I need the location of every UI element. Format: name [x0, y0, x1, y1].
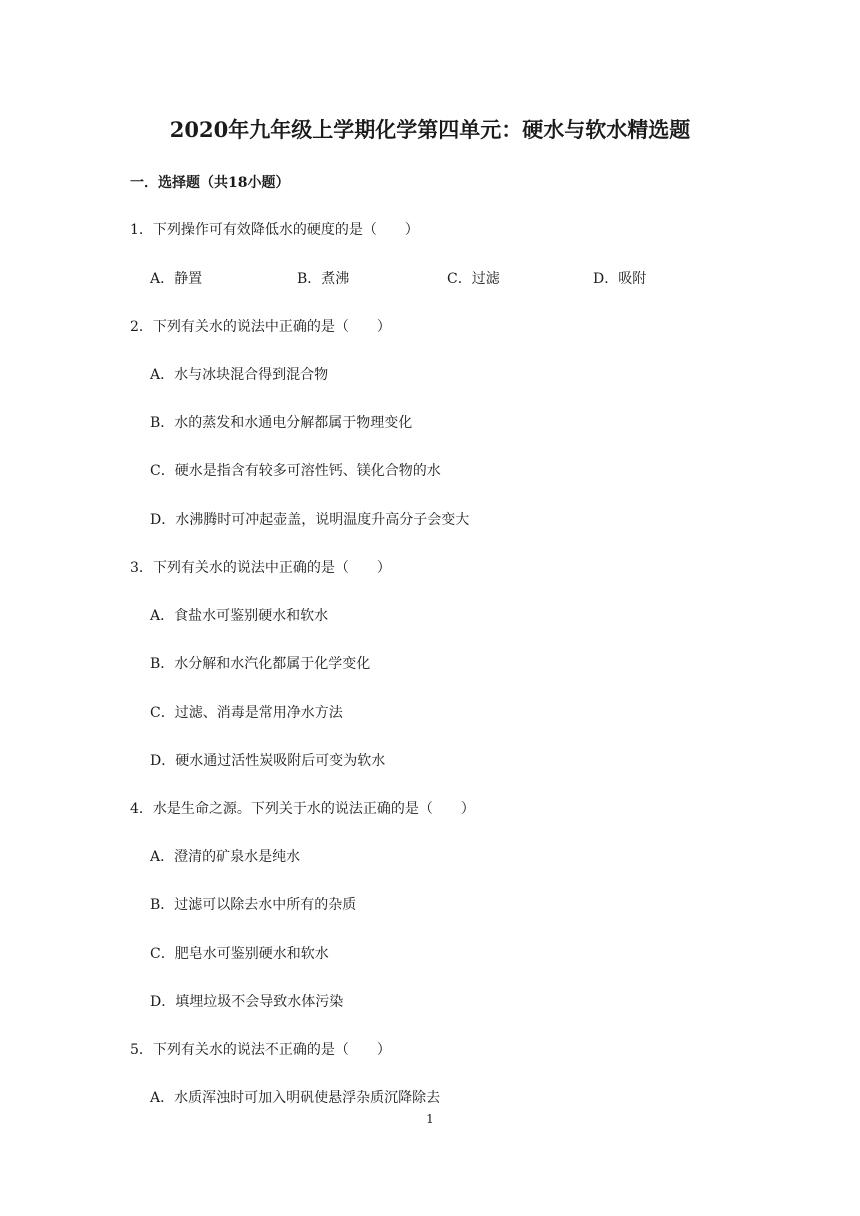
option: A．水质浑浊时可加入明矾使悬浮杂质沉降除去: [150, 1090, 441, 1106]
option: B．过滤可以除去水中所有的杂质: [150, 897, 357, 913]
option: D．水沸腾时可冲起壶盖，说明温度升高分子会变大: [150, 512, 470, 528]
option: C．硬水是指含有较多可溶性钙、镁化合物的水: [150, 463, 441, 479]
option: A．水与冰块混合得到混合物: [150, 367, 329, 383]
option: C．过滤、消毒是常用净水方法: [150, 705, 343, 721]
question-stem: 4．水是生命之源。下列关于水的说法正确的是（ ）: [130, 801, 475, 817]
option: B．煮沸: [297, 271, 350, 287]
option: D．填埋垃圾不会导致水体污染: [150, 994, 344, 1010]
option: A．静置: [150, 271, 203, 287]
option: A．食盐水可鉴别硬水和软水: [150, 608, 329, 624]
option: B．水分解和水汽化都属于化学变化: [150, 656, 371, 672]
page-number: 1: [426, 1112, 434, 1126]
option: D．吸附: [593, 271, 647, 287]
question-stem: 3．下列有关水的说法中正确的是（ ）: [130, 560, 391, 576]
option: C．过滤: [447, 271, 500, 287]
section-heading: 一．选择题（共18小题）: [130, 175, 290, 191]
question-stem: 5．下列有关水的说法不正确的是（ ）: [130, 1042, 391, 1058]
option: C．肥皂水可鉴别硬水和软水: [150, 946, 329, 962]
question-stem: 2．下列有关水的说法中正确的是（ ）: [130, 319, 391, 335]
option: D．硬水通过活性炭吸附后可变为软水: [150, 753, 386, 769]
option: B．水的蒸发和水通电分解都属于物理变化: [150, 415, 413, 431]
option: A．澄清的矿泉水是纯水: [150, 849, 301, 865]
question-stem: 1．下列操作可有效降低水的硬度的是（ ）: [130, 222, 419, 238]
page-title: 2020年九年级上学期化学第四单元：硬水与软水精选题: [169, 117, 691, 142]
